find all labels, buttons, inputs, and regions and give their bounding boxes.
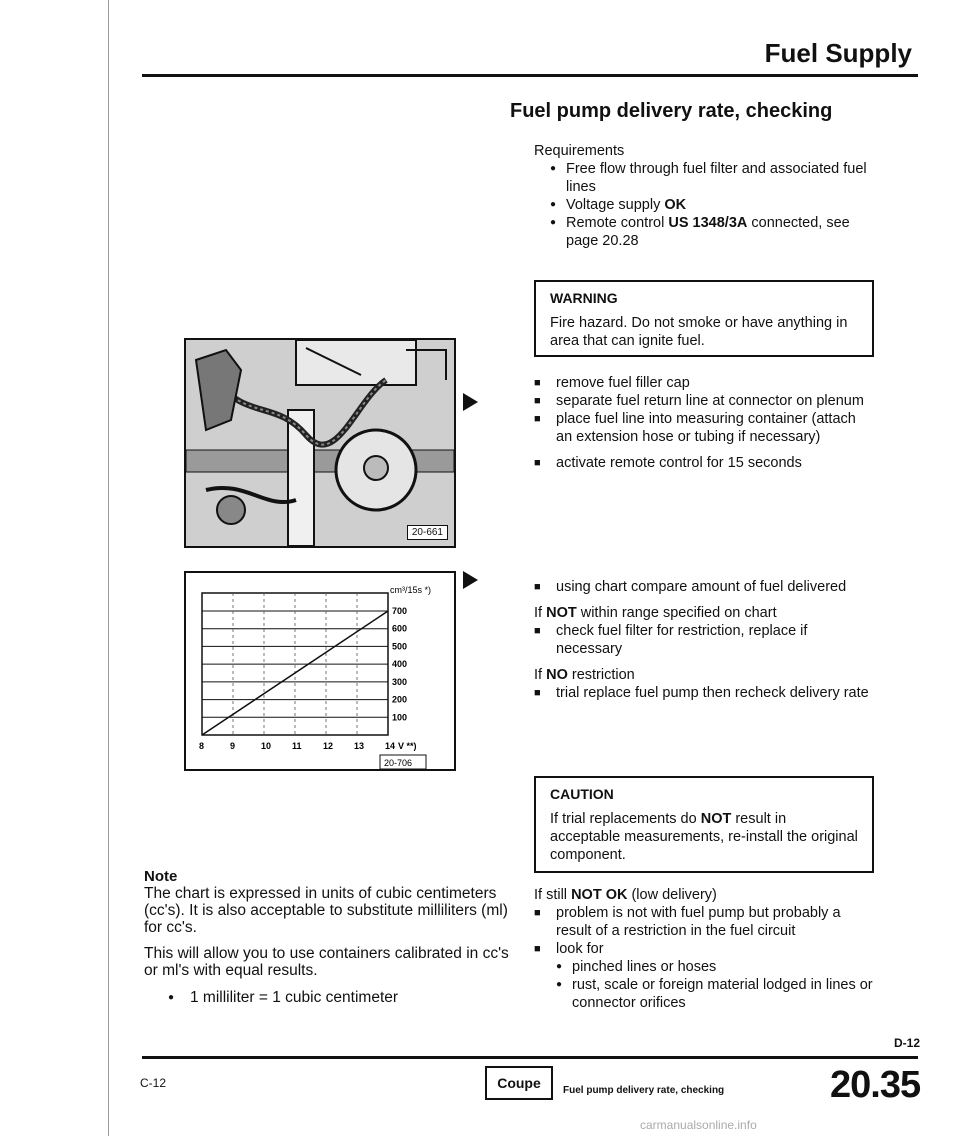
condition-not-within: If NOT within range specified on chart — [534, 605, 777, 621]
step-item: ■ remove fuel filler cap — [534, 374, 874, 392]
pointer-arrow-icon — [463, 393, 478, 411]
step-item: ■ separate fuel return line at connector on plenum — [534, 392, 874, 410]
warning-box — [534, 280, 874, 357]
step-item: ■ place fuel line into measuring container (attach an extension hose or tubing if necessary) — [534, 410, 874, 446]
steps-list-2 — [534, 578, 874, 702]
chart-x-tick-label: 8 — [199, 741, 205, 751]
chart-y-tick-label: 600 — [392, 623, 408, 634]
pointer-arrow-icon — [463, 571, 478, 589]
note-heading: Note — [144, 868, 178, 885]
engine-photo-illustration — [186, 340, 454, 546]
chart-x-tick-label: 14 — [385, 741, 396, 751]
chart-x-tick-label: 12 — [323, 741, 334, 751]
step-item: ■ check fuel filter for restriction, replace if necessary — [534, 622, 874, 658]
caution-box — [534, 776, 874, 873]
steps-list-3 — [534, 886, 874, 1012]
model-badge: Coupe — [485, 1066, 553, 1100]
chart-y-tick-label: 500 — [392, 641, 408, 652]
chart-y-tick-label: 700 — [392, 606, 408, 616]
warning-heading: WARNING — [550, 290, 618, 306]
requirements-block — [534, 142, 874, 250]
requirements-heading: Requirements — [534, 143, 625, 159]
requirement-item: ● Free flow through fuel filter and associated fuel lines — [544, 160, 874, 196]
caution-heading: CAUTION — [550, 786, 614, 802]
page-code-right: D-12 — [893, 1036, 920, 1050]
watermark: carmanualsonline.info — [640, 1118, 757, 1132]
look-for-item: ● pinched lines or hoses — [550, 958, 874, 976]
chart-svg — [186, 573, 454, 769]
requirement-item: ● Remote control US 1348/3A connected, see page 20.28 — [544, 214, 874, 250]
footer-caption: Fuel pump delivery rate, checking — [563, 1085, 725, 1096]
look-for-item: ● rust, scale or foreign material lodged in lines or connector orifices — [550, 976, 874, 1012]
photo-tag: 20-661 — [407, 525, 448, 540]
page-header-title: Fuel Supply — [764, 38, 912, 68]
chart-tag: 20-706 — [384, 758, 413, 768]
warning-text: Fire hazard. Do not smoke or have anything in area that can ignite fuel. — [550, 315, 848, 349]
step-item: ■ trial replace fuel pump then recheck delivery rate — [534, 684, 874, 702]
chart-y-tick-label: 300 — [392, 676, 408, 687]
chart-y-tick-label: 100 — [392, 712, 408, 723]
page-code-left: C-12 — [140, 1076, 167, 1090]
step-item: ■ problem is not with fuel pump but probably a result of a restriction in the fuel circuit — [534, 904, 874, 940]
page-number: 20.35 — [830, 1064, 921, 1106]
header-rule — [142, 74, 918, 77]
step-item: ■ using chart compare amount of fuel delivered — [534, 578, 874, 596]
condition-no-restriction: If NO restriction — [534, 667, 635, 683]
chart-x-tick-label: 11 — [292, 741, 302, 751]
step-item: ■ look for — [534, 940, 874, 958]
engine-photo — [184, 338, 456, 548]
note-bullet: ● 1 milliliter = 1 cubic centimeter — [168, 989, 399, 1006]
steps-list-1 — [534, 374, 874, 472]
chart-x-tick-label: 13 — [354, 741, 365, 751]
left-margin-line — [108, 0, 109, 1136]
chart-y-tick-label: 200 — [392, 694, 408, 705]
footer-rule — [142, 1056, 918, 1059]
note-paragraph: This will allow you to use containers calibrated in cc's or ml's with equal results. — [144, 945, 509, 979]
requirement-item: ● Voltage supply OK — [544, 196, 874, 214]
caution-text: If trial replacements do NOT result in acceptable measurements, re-install the original component. — [550, 811, 858, 863]
chart-x-tick-label: 10 — [261, 741, 272, 751]
section-title: Fuel pump delivery rate, checking — [510, 100, 833, 122]
delivery-rate-chart — [184, 571, 456, 771]
chart-x-tick-label: 9 — [230, 741, 236, 751]
chart-x-unit: V **) — [398, 741, 417, 751]
chart-y-tick-label: 400 — [392, 659, 408, 670]
condition-still-not-ok: If still NOT OK (low delivery) — [534, 887, 717, 903]
note-paragraph: The chart is expressed in units of cubic centimeters (cc's). It is also acceptable to substitute milliliters (ml) for cc's. — [144, 885, 508, 936]
chart-y-unit: cm³/15s *) — [390, 585, 432, 595]
step-item: ■ activate remote control for 15 seconds — [534, 454, 874, 472]
